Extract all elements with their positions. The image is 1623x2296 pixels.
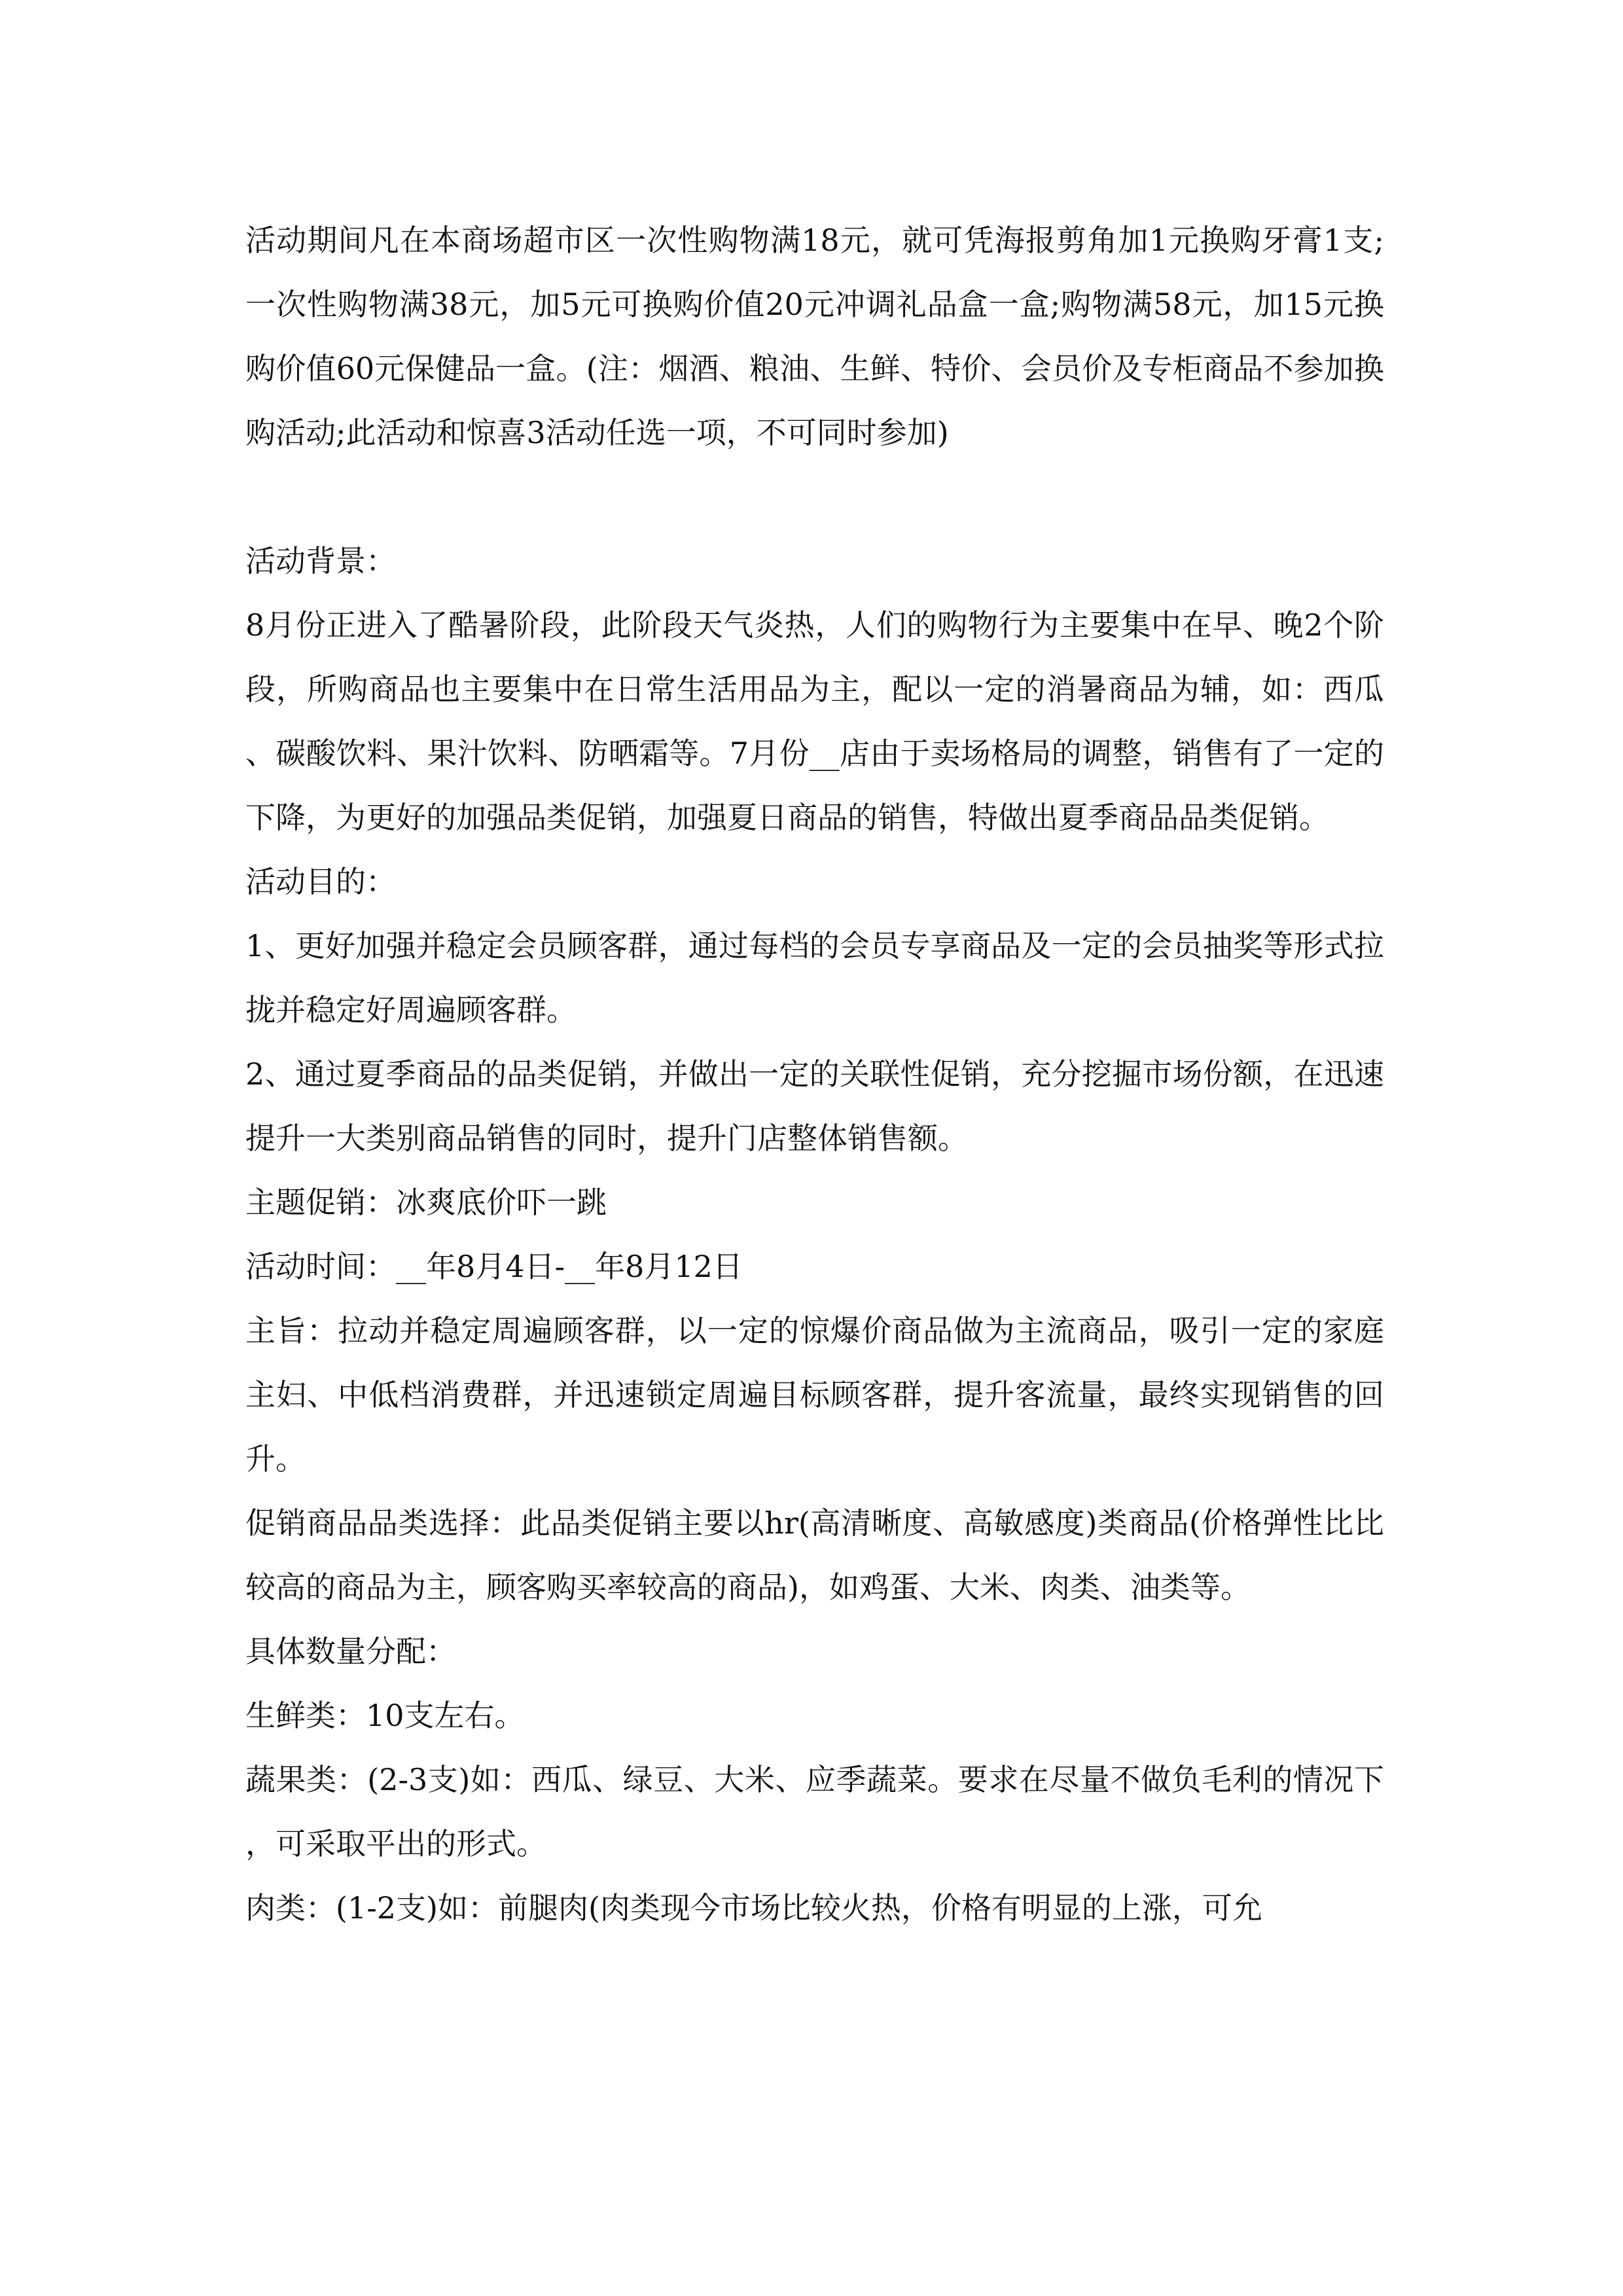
paragraph-produce-category: 蔬果类：(2-3支)如：西瓜、绿豆、大米、应季蔬菜。要求在尽量不做负毛利的情况下，可采取平出的形式。 [245,1762,1384,1861]
paragraph-purpose-1: 1、更好加强并稳定会员顾客群，通过每档的会员专享商品及一定的会员抽奖等形式拉拢并稳定好周遍顾客群。 [245,928,1384,1028]
heading-activity-background: 活动背景： [245,543,396,579]
paragraph-category-selection: 促销商品品类选择：此品类促销主要以hr(高清晰度、高敏感度)类商品(价格弹性比比较高的商品为主，顾客购买率较高的商品)，如鸡蛋、大米、肉类、油类等。 [245,1505,1384,1605]
document-body [245,208,1384,1940]
paragraph-spacer [245,465,1384,529]
paragraph-background: 8月份正进入了酷暑阶段，此阶段天气炎热，人们的购物行为主要集中在早、晚2个阶段，所购商品也主要集中在日常生活用品为主，配以一定的消暑商品为辅，如：西瓜、碳酸饮料、果汁饮料、防晒霜等。7月份__店由于卖场格局的调整，销售有了一定的下降，为更好的加强品类促销，加强夏日商品的销售，特做出夏季商品品类促销。 [245,607,1384,835]
paragraph-theme-promotion: 主题促销：冰爽底价吓一跳 [245,1185,607,1220]
paragraph-exchange-offer: 活动期间凡在本商场超市区一次性购物满18元，就可凭海报剪角加1元换购牙膏1支;一次性购物满38元，加5元可换购价值20元冲调礼品盒一盒;购物满58元，加15元换购价值60元保健品一盒。(注：烟酒、粮油、生鲜、特价、会员价及专柜商品不参加换购活动;此活动和惊喜3活动任选一项，不可同时参加) [245,223,1384,450]
paragraph-main-aim: 主旨：拉动并稳定周遍顾客群，以一定的惊爆价商品做为主流商品，吸引一定的家庭主妇、中低档消费群，并迅速锁定周遍目标顾客群，提升客流量，最终实现销售的回升。 [245,1313,1384,1477]
paragraph-activity-time: 活动时间：__年8月4日-__年8月12日 [245,1249,743,1284]
paragraph-purpose-2: 2、通过夏季商品的品类促销，并做出一定的关联性促销，充分挖掘市场份额，在迅速提升一大类别商品销售的同时，提升门店整体销售额。 [245,1056,1384,1156]
paragraph-meat-category: 肉类：(1-2支)如：前腿肉(肉类现今市场比较火热，价格有明显的上涨，可允 [245,1890,1262,1926]
heading-quantity-allocation: 具体数量分配： [245,1634,456,1669]
paragraph-fresh-category: 生鲜类：10支左右。 [245,1698,525,1733]
heading-activity-purpose: 活动目的： [245,864,396,899]
